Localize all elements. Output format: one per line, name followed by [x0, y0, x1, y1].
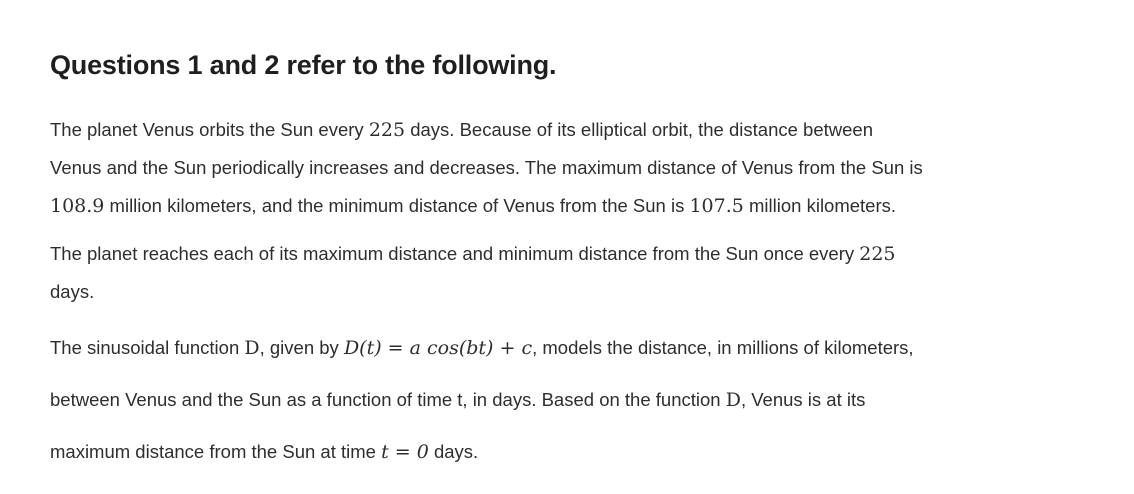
paragraph-line	[50, 374, 914, 426]
paragraph-sinusoidal-function	[50, 322, 914, 478]
paragraph-line	[50, 322, 914, 374]
text-span: between Venus and the Sun as a function of time t, in days. Based on the function	[50, 389, 726, 410]
time-expression	[381, 441, 429, 463]
text-span: million kilometers, and the minimum distance of Venus from the Sun is	[104, 195, 690, 216]
paragraph-venus-period	[50, 235, 896, 311]
function-name: D	[725, 389, 741, 411]
text-span: , models the distance, in millions of kilometers,	[532, 337, 914, 358]
number-value: 225	[859, 243, 896, 265]
paragraph-line	[50, 111, 923, 149]
paragraph-line	[50, 187, 923, 225]
text-span: The sinusoidal function	[50, 337, 245, 358]
passage-heading: Questions 1 and 2 refer to the following.	[50, 50, 557, 80]
time-expression-text: t = 0	[381, 441, 429, 463]
text-span: , Venus is at its	[740, 389, 866, 410]
text-span: The planet Venus orbits the Sun every	[50, 119, 369, 140]
function-name: D	[244, 337, 260, 359]
text-span: days.	[428, 441, 479, 462]
text-span: , given by	[259, 337, 344, 358]
paragraph-line	[50, 426, 914, 478]
number-value: 107.5	[689, 195, 744, 217]
formula-text: D(t) = a cos(bt) + c	[343, 337, 533, 359]
paragraph-line: Venus and the Sun periodically increases and decreases. The maximum distance of Venus from the Sun is	[50, 157, 923, 178]
function-formula	[344, 337, 532, 359]
number-value: 108.9	[50, 195, 105, 217]
number-value: 225	[368, 119, 406, 141]
paragraph-venus-orbit	[50, 111, 923, 225]
text-span: The planet reaches each of its maximum distance and minimum distance from the Sun once every	[50, 243, 860, 264]
text-span: days. Because of its elliptical orbit, the distance between	[405, 119, 873, 140]
paragraph-line: days.	[50, 281, 95, 302]
text-span: million kilometers.	[743, 195, 897, 216]
text-span: maximum distance from the Sun at time	[50, 441, 382, 462]
paragraph-line	[50, 235, 896, 273]
